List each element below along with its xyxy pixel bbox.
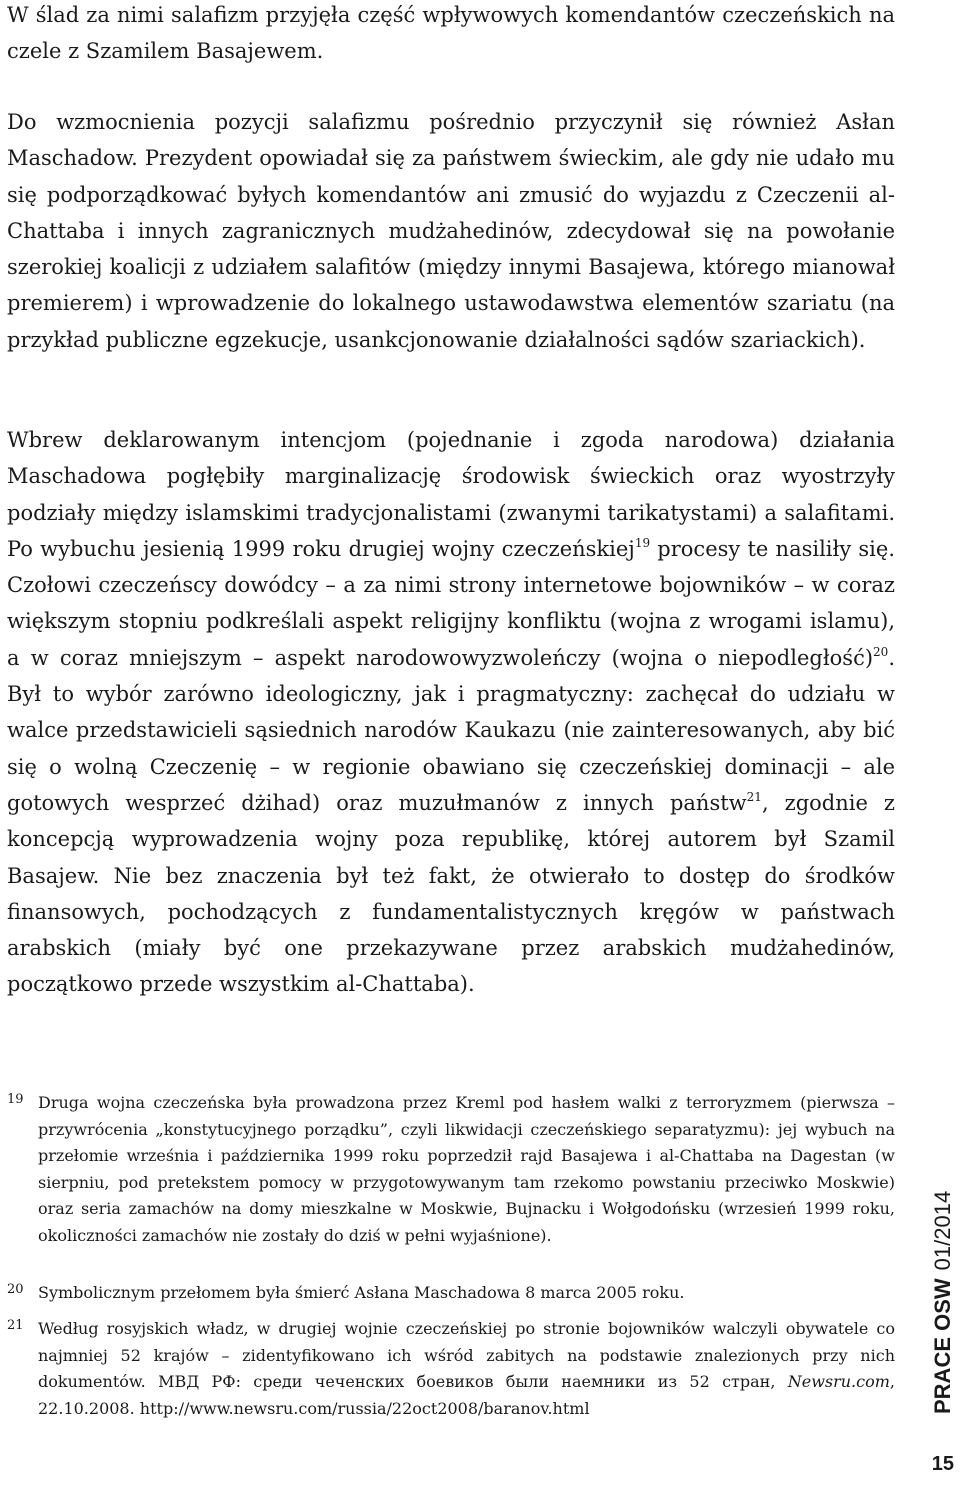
paragraph-2: [7, 104, 895, 358]
footnote-ref-21[interactable]: 21: [746, 789, 762, 804]
publication-sidebar: [930, 1191, 956, 1414]
paragraph-3-part-c: . Był to wybór zarówno ideologiczny, jak i pragmatyczny: zachęcał do udziału w walce przedstawicieli sąsiednich narodów Kaukazu (nie zainteresowanych, aby bić się o wolną Czeczenię – w regionie obawiano się czeczeńskiej dominacji – ale gotowych wesprzeć dżihad) oraz muzułmanów z innych państw: [7, 645, 895, 815]
footnote-source-name: Newsru.com: [787, 1372, 890, 1391]
footnote-20: [7, 1280, 895, 1307]
footnote-text-part-a: Według rosyjskich władz, w drugiej wojnie czeczeńskiej po stronie bojowników walczyli obywatele co najmniej 52 krajów – zidentyfikowano ich wśród zabitych na podstawie znalezionych przy nich dokumentów. МВД РФ: среди чеченских боевиков были наемники из 52 стран,: [38, 1319, 895, 1391]
paragraph-3: [7, 422, 895, 1003]
page-number: 15: [931, 1453, 954, 1475]
paragraph-3-part-b: procesy te nasiliły się. Czołowi czeczeńscy dowódcy – a za nimi strony internetowe bojowników – w coraz większym stopniu podkreślali aspekt religijny konfliktu (wojna z wrogami islamu), a w coraz mniejszym – aspekt narodowowyzwoleńczy (wojna o niepodległość): [7, 536, 895, 670]
footnote-ref-19[interactable]: 19: [634, 535, 651, 550]
paragraph-1: [7, 0, 895, 70]
paragraph-3-part-d: , zgodnie z koncepcją wyprowadzenia wojny poza republikę, której autorem był Szamil Basajew. Nie bez znaczenia był też fakt, że otwierało to dostęp do środków finansowych, pochodzących z fundamentalistycznych kręgów w państwach arabskich (miały być one przekazywane przez arabskich mudżahedinów, początkowo przede wszystkim al-Chattaba).: [7, 790, 895, 997]
footnote-number: 21: [7, 1318, 24, 1333]
footnote-ref-20[interactable]: 20: [873, 644, 889, 659]
footnote-21: [7, 1316, 895, 1422]
footnote-number: 19: [7, 1092, 24, 1107]
footnote-text: [38, 1316, 895, 1422]
footnote-text: Druga wojna czeczeńska była prowadzona przez Kreml pod hasłem walki z terroryzmem (pierwsza – przywrócenia „konstytucyjnego porządku”, czyli likwidacji czeczeńskiego separatyzmu): jej wybuch na przełomie września i października 1999 roku poprzedził rajd Basajewa i al-Chattaba na Dagestan (w sierpniu, pod pretekstem pomocy w przygotowywanym tam rzekomo powstaniu przeciwko Moskwie) oraz seria zamachów na domy mieszkalne w Moskwie, Bujnacku i Wołgodońsku (wrzesień 1999 roku, okoliczności zamachów nie zostały do dziś w pełni wyjaśnione).: [38, 1093, 895, 1245]
paragraph-3-text: [7, 422, 895, 1003]
paragraph-2-text: Do wzmocnienia pozycji salafizmu pośrednio przyczynił się również Asłan Maschadow. Prezydent opowiadał się za państwem świeckim, ale gdy nie udało mu się podporządkować byłych komendantów ani zmusić do wyjazdu z Czeczenii al-Chattaba i innych zagranicznych mudżahedinów, zdecydował się na powołanie szerokiej koalicji z udziałem salafitów (między innymi Basajewa, którego mianował premierem) i wprowadzenie do lokalnego ustawodawstwa elementów szariatu (na przykład publiczne egzekucje, usankcjonowanie działalności sądów szariackich).: [7, 110, 895, 352]
paragraph-3-part-a: Wbrew deklarowanym intencjom (pojednanie i zgoda narodowa) działania Maschadowa pogłębiły marginalizację środowisk świeckich oraz wyostrzyły podziały między islamskimi tradycjonalistami (zwanymi tarikatystami) a salafitami. Po wybuchu jesienią 1999 roku drugiej wojny czeczeńskiej: [7, 428, 895, 561]
paragraph-1-text: W ślad za nimi salafizm przyjęła część wpływowych komendantów czeczeńskich na czele z Szamilem Basajewem.: [7, 3, 895, 64]
publication-name: PRACE OSW: [930, 1278, 955, 1414]
footnote-text-part-b[interactable]: , 22.10.2008. http://www.newsru.com/russia/22oct2008/baranov.html: [38, 1372, 895, 1418]
footnote-number: 20: [7, 1282, 24, 1297]
footnote-text: Symbolicznym przełomem była śmierć Asłana Maschadowa 8 marca 2005 roku.: [38, 1283, 685, 1302]
footnote-19: [7, 1090, 895, 1249]
issue-number: 01/2014: [930, 1190, 955, 1271]
